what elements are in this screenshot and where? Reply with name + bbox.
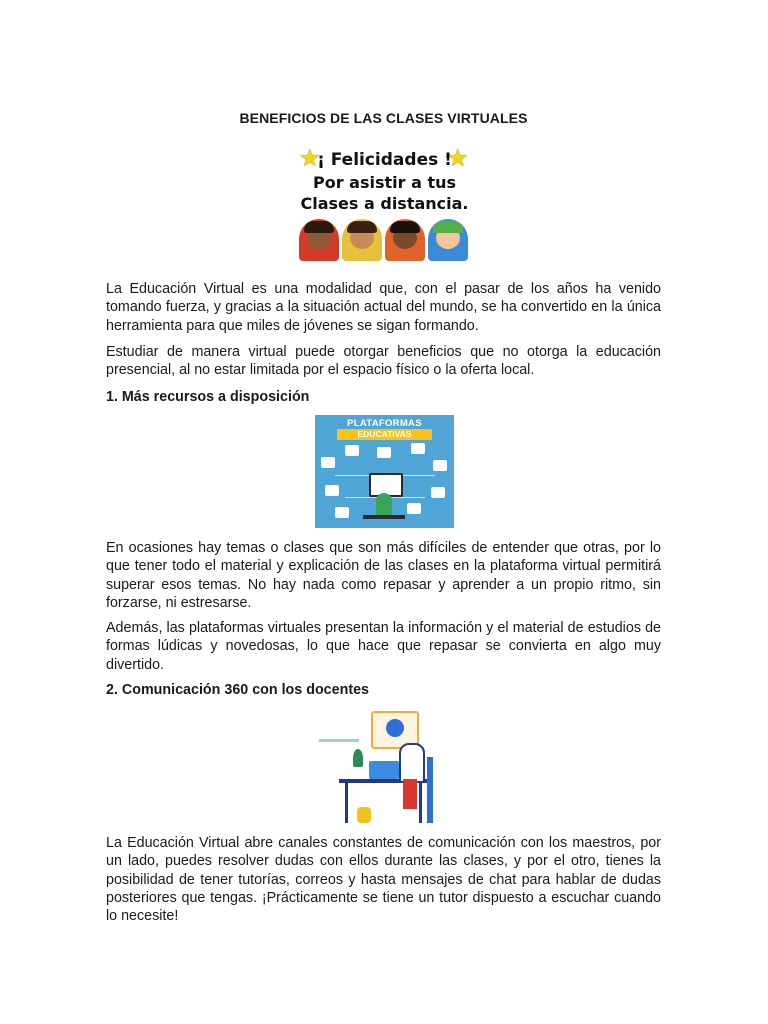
felicidades-image [297,146,472,261]
paragraph: En ocasiones hay temas o clases que son más difíciles de entender que otras, por lo que tener todo el material y explicación de las clases en la plataforma virtual permitirá superar esos temas. No hay nada como repasar y aprender a un propio ritmo, sin forzarse, ni estresarse. [106,540,661,611]
felicidades-line-1: ¡ Felicidades ! [317,150,452,170]
laptop-icon [369,761,399,779]
shelf [319,739,359,742]
paragraph: Estudiar de manera virtual puede otorgar beneficios que no otorga la educación presencial, al no estar limitada por el espacio físico o la oferta local. [106,344,661,379]
student-figure [399,743,425,783]
paragraph: Además, las plataformas virtuales presentan la información y el material de estudios de formas lúdicas y novedosas, lo que hace que repasar se convierta en algo muy divertido. [106,620,661,673]
teacher-avatar [386,719,404,737]
felicidades-line-2: Por asistir a tus [312,173,457,192]
star-icon: ★ [299,146,321,172]
section-heading: 1. Más recursos a disposición [106,389,310,405]
section-heading: 2. Comunicación 360 con los docentes [106,682,369,698]
backpack-icon [357,807,371,823]
child-figure [299,219,339,261]
chair [427,757,433,823]
paragraph: La Educación Virtual es una modalidad que, con el pasar de los años ha venido tomando fuerza, y gracias a la situación actual del mundo, se ha convertido en la única herramienta para que miles de jóvenes se sigan formando. [106,281,661,334]
student-figure [376,493,392,515]
paragraph: La Educación Virtual abre canales constantes de comunicación con los maestros, por un lado, puedes resolver dudas con ellos durante las clases, y por el otro, tienes la posibilidad de tener tutorías, correos y hasta mensajes de chat para hablar de dudas posteriores que tengas. ¡Prácticamente se tiene un tutor dispuesto a escuchar cuando lo necesite! [106,835,661,925]
document-title: BENEFICIOS DE LAS CLASES VIRTUALES [239,110,528,126]
comunicacion-image [309,709,464,826]
plataformas-title: PLATAFORMAS [347,418,422,429]
child-figure [428,219,468,261]
plant-icon [353,749,363,767]
star-icon: ★ [447,146,469,172]
felicidades-line-3: Clases a distancia. [300,194,469,213]
plataformas-educativas-image [315,415,454,528]
child-figure [342,219,382,261]
educativas-ribbon: EDUCATIVAS [337,429,432,440]
child-figure [385,219,425,261]
